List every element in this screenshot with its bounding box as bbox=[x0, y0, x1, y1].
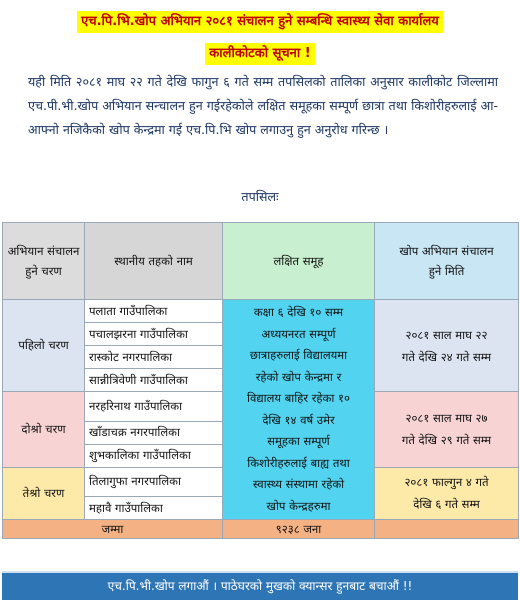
target-line: रहेको खोप केन्द्रमा र bbox=[255, 369, 342, 384]
header-phase-line-2: हुने चरण bbox=[25, 264, 62, 278]
header-phase bbox=[3, 223, 85, 300]
schedule-table bbox=[2, 222, 519, 539]
local-level-name: पलाता गाउँपालिका bbox=[85, 300, 223, 323]
local-level-name: शुभकालिका गाउँपालिका bbox=[85, 444, 223, 467]
phase-3-cell: तेश्रो चरण bbox=[3, 467, 85, 520]
phase-1-cell: पहिलो चरण bbox=[3, 300, 85, 392]
date-line: गते देखि २४ गते सम्म bbox=[401, 349, 492, 364]
header-local-level: स्थानीय तहको नाम bbox=[85, 223, 223, 300]
table-header-row bbox=[3, 223, 519, 300]
total-row bbox=[3, 520, 519, 539]
date-line: २०८१ साल माघ २७ bbox=[405, 411, 488, 426]
date-line: गते देखि २९ गते सम्म bbox=[401, 433, 492, 448]
target-line: अध्ययनरत सम्पूर्ण bbox=[261, 326, 336, 341]
local-level-name: तिलागुफा नगरपालिका bbox=[85, 467, 223, 497]
header-date bbox=[375, 223, 519, 300]
total-empty-cell bbox=[375, 520, 519, 539]
header-phase-line-1: अभियान संचालन bbox=[7, 244, 80, 258]
target-line: खोप केन्द्रहरुमा bbox=[266, 498, 331, 513]
local-level-name: सान्नीत्रिवेणी गाउँपालिका bbox=[85, 369, 223, 392]
notice-title-line-1 bbox=[20, 10, 500, 33]
target-line: स्वास्थ्य संस्थामा रहेको bbox=[252, 477, 345, 491]
phase-2-date bbox=[375, 392, 519, 468]
phase-3-date bbox=[375, 467, 519, 520]
target-line: किशोरीहरुलाई बाह्य तथा bbox=[247, 455, 350, 470]
notice-title-text-1: एच.पि.भि.खोप अभियान २०८१ संचालन हुने सम्बन्धि स्वास्थ्य सेवा कार्यालय bbox=[77, 11, 443, 33]
target-group-cell bbox=[223, 300, 375, 520]
target-line: विद्यालय बाहिर रहेका १० bbox=[247, 391, 350, 405]
phase-2-cell: दोश्रो चरण bbox=[3, 392, 85, 468]
notice-title-line-2 bbox=[0, 42, 520, 65]
target-line: कक्षा ६ देखि १० सम्म bbox=[253, 305, 344, 319]
details-heading: तपसिलः bbox=[241, 189, 279, 204]
date-line: देखि ६ गते सम्म bbox=[413, 497, 480, 512]
header-date-line-2: हुने मिति bbox=[428, 264, 465, 278]
header-date-line-1: खोप अभियान संचालन bbox=[399, 244, 494, 258]
local-level-name: पचालझरना गाउँपालिका bbox=[85, 323, 223, 346]
phase-1-date bbox=[375, 300, 519, 392]
header-target-group: लक्षित समूह bbox=[223, 223, 375, 300]
local-level-name: महावै गाउँपालिका bbox=[85, 497, 223, 520]
total-label: जम्मा bbox=[3, 520, 223, 539]
footer-slogan-banner: एच.पि.भी.खोप लगाऔं । पाठेघरको मुखको क्यान्सर हुनबाट बचाऔं !! bbox=[2, 571, 518, 600]
notice-body: यही मिति २०८१ माघ २२ गते देखि फागुन ६ गते सम्म तपसिलको तालिका अनुसार कालीकोट जिल्लामा एच.पी.भी.खोप अभियान सन्चालन हुन गईरहेकोले लक्षित समूहका सम्पूर्ण छात्रा तथा किशोरीहरुलाई आ-आफ्नो नजिकैको खोप केन्द्रमा गई एच.पि.भि खोप लगाउनु हुन अनुरोध गरिन्छ । bbox=[28, 74, 498, 137]
date-line: २०८१ फाल्गुन ४ गते bbox=[404, 475, 489, 490]
target-line: समूहका सम्पूर्ण bbox=[267, 434, 330, 448]
local-level-name: खाँडाचक्र नगरपालिका bbox=[85, 421, 223, 444]
local-level-name: रास्कोट नगरपालिका bbox=[85, 346, 223, 369]
table-row bbox=[3, 300, 519, 323]
date-line: २०८१ साल माघ २२ bbox=[405, 327, 488, 342]
total-value: ९२३८ जना bbox=[223, 520, 375, 539]
local-level-name: नरहरिनाथ गाउँपालिका bbox=[85, 392, 223, 422]
target-line: छात्राहरुलाई विद्यालयमा bbox=[249, 348, 348, 362]
target-line: देखि १४ वर्ष उमेर bbox=[262, 412, 335, 427]
notice-title-text-2: कालीकोटको सूचना ! bbox=[205, 43, 314, 65]
